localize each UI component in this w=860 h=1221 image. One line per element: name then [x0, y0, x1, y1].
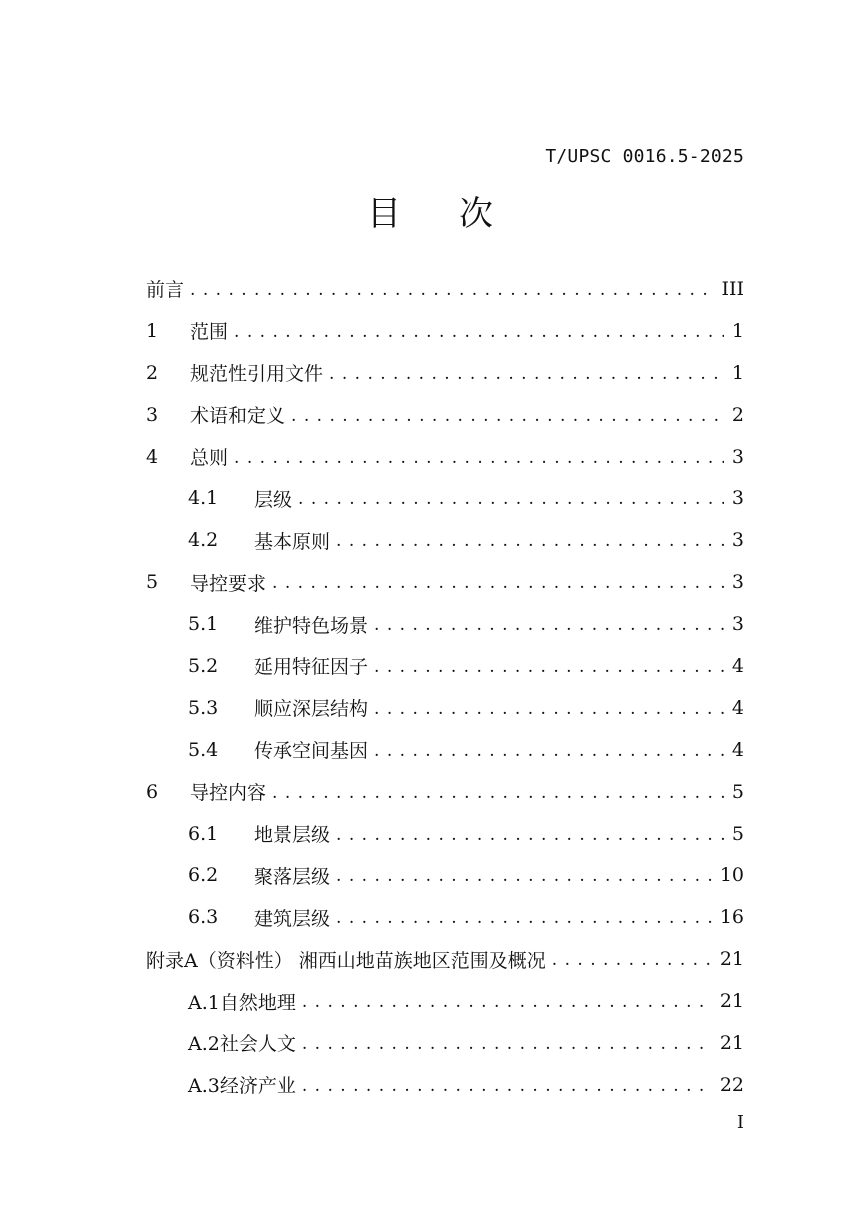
toc-entry-page: 10	[719, 864, 744, 887]
toc-entry-page: 3	[731, 613, 744, 636]
toc-dot-leader	[302, 1034, 712, 1054]
toc-dot-leader	[329, 364, 724, 384]
toc-dot-leader	[234, 448, 724, 468]
toc-entry-label: 顺应深层结构	[254, 698, 369, 721]
toc-dot-leader	[291, 406, 724, 426]
toc-dot-leader	[552, 950, 712, 970]
toc-entry-number: 2	[146, 361, 159, 384]
toc-entry-label: 附录A（资料性） 湘西山地苗族地区范围及概况	[146, 949, 546, 972]
toc-entry-number: 5.2	[188, 654, 219, 677]
toc-entry-page: III	[721, 277, 744, 300]
toc-entry-label: 总则	[190, 447, 229, 469]
toc-entry-page: 5	[731, 822, 744, 845]
toc-entry-label: 前言	[146, 279, 185, 302]
toc-entry-label: 维护特色场景	[254, 614, 369, 637]
toc-entry-6-3[interactable]	[146, 896, 744, 938]
toc-entry-label: 范围	[190, 321, 229, 344]
toc-entry-page: 3	[731, 445, 744, 468]
toc-entry-label: 基本原则	[254, 530, 331, 553]
toc-entry-label: 规范性引用文件	[190, 363, 324, 386]
toc-entry-a-2[interactable]	[146, 1022, 744, 1064]
toc-entry-6-1[interactable]	[146, 813, 744, 855]
toc-entry-1[interactable]	[146, 310, 744, 352]
toc-entry-page: 21	[719, 1031, 744, 1054]
table-of-contents	[146, 268, 744, 1106]
toc-entry-label: A.1自然地理	[188, 991, 296, 1014]
toc-dot-leader	[234, 322, 724, 342]
toc-entry-label: A.3经济产业	[188, 1075, 296, 1098]
toc-entry-number: 6.1	[188, 822, 219, 845]
toc-entry-page: 4	[731, 654, 744, 677]
toc-dot-leader	[272, 573, 724, 593]
toc-dot-leader	[374, 657, 724, 677]
toc-entry-page: 4	[731, 696, 744, 719]
toc-entry-number: 6	[146, 780, 159, 803]
toc-entry-5-3[interactable]	[146, 687, 744, 729]
toc-entry-label: 地景层级	[254, 824, 331, 847]
toc-entry-number: 6.3	[188, 906, 219, 929]
toc-entry-number: 3	[146, 403, 159, 426]
toc-entry-page: 3	[731, 529, 744, 552]
toc-dot-leader	[336, 825, 724, 845]
toc-entry-4[interactable]	[146, 436, 744, 478]
toc-entry-preface[interactable]	[146, 268, 744, 310]
toc-dot-leader	[336, 531, 724, 551]
toc-entry-6[interactable]	[146, 771, 744, 813]
toc-dot-leader	[374, 615, 724, 635]
toc-dot-leader	[374, 699, 724, 719]
toc-entry-number: 5.4	[188, 738, 219, 761]
toc-entry-4-1[interactable]	[146, 477, 744, 519]
toc-entry-6-2[interactable]	[146, 854, 744, 896]
toc-entry-2[interactable]	[146, 352, 744, 394]
toc-entry-page: 1	[731, 319, 744, 342]
toc-dot-leader	[272, 783, 724, 803]
toc-entry-page: 3	[731, 571, 744, 594]
toc-entry-label: 建筑层级	[254, 907, 331, 930]
toc-entry-label: 术语和定义	[190, 405, 286, 428]
toc-entry-page: 1	[731, 361, 744, 384]
toc-dot-leader	[302, 992, 712, 1012]
toc-entry-label: 层级	[254, 488, 293, 511]
toc-entry-label: 导控内容	[190, 782, 267, 805]
toc-entry-number: 1	[146, 319, 159, 342]
toc-entry-page: 4	[731, 738, 744, 761]
toc-title-part2: 次	[459, 194, 493, 234]
toc-dot-leader	[190, 280, 713, 300]
toc-entry-number: 5.3	[188, 696, 219, 719]
toc-entry-page: 5	[731, 780, 744, 803]
toc-entry-5-4[interactable]	[146, 729, 744, 771]
toc-title-part1: 目	[367, 194, 401, 234]
toc-dot-leader	[298, 489, 724, 509]
toc-entry-number: 4.1	[188, 487, 219, 510]
toc-entry-number: 5.1	[188, 613, 219, 636]
toc-dot-leader	[302, 1076, 712, 1096]
toc-entry-number: 6.2	[188, 864, 219, 887]
toc-dot-leader	[336, 866, 712, 886]
toc-dot-leader	[336, 908, 712, 928]
toc-entry-number: 4.2	[188, 529, 219, 552]
toc-entry-page: 3	[731, 487, 744, 510]
toc-entry-a-3[interactable]	[146, 1064, 744, 1106]
document-code: T/UPSC 0016.5-2025	[545, 146, 744, 167]
toc-entry-label: 传承空间基因	[254, 740, 369, 763]
toc-entry-a-1[interactable]	[146, 980, 744, 1022]
toc-entry-page: 21	[719, 990, 744, 1013]
toc-entry-number: 5	[146, 571, 159, 594]
toc-entry-5[interactable]	[146, 561, 744, 603]
page-number: I	[736, 1112, 744, 1133]
toc-entry-5-2[interactable]	[146, 645, 744, 687]
toc-entry-5-1[interactable]	[146, 603, 744, 645]
toc-entry-page: 21	[719, 948, 744, 971]
toc-entry-4-2[interactable]	[146, 519, 744, 561]
toc-dot-leader	[374, 741, 724, 761]
toc-entry-number: 4	[146, 445, 159, 468]
toc-entry-label: 延用特征因子	[254, 656, 369, 679]
toc-entry-page: 2	[731, 403, 744, 426]
toc-entry-label: A.2社会人文	[188, 1033, 296, 1056]
toc-entry-label: 聚落层级	[254, 865, 331, 888]
toc-entry-page: 16	[719, 906, 744, 929]
toc-entry-label: 导控要求	[190, 572, 267, 595]
toc-entry-3[interactable]	[146, 394, 744, 436]
toc-title	[0, 186, 860, 235]
toc-entry-appendix-a[interactable]	[146, 938, 744, 980]
toc-entry-page: 22	[719, 1073, 744, 1096]
